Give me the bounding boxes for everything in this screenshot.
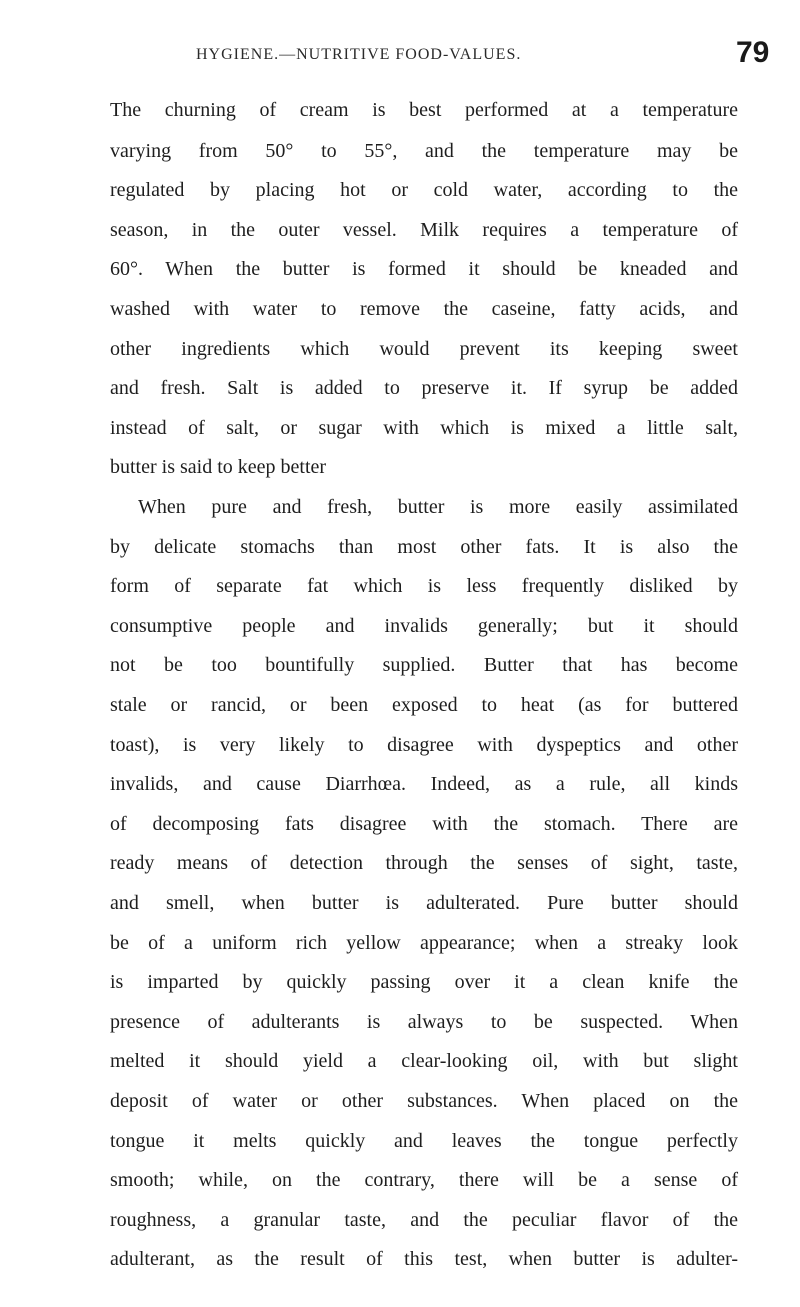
text-line: by delicate stomachs than most other fats. It is also the: [110, 536, 738, 558]
text-line: not be too bountifully supplied. Butter that has become: [110, 654, 738, 676]
text-line: form of separate fat which is less frequently disliked by: [110, 575, 738, 597]
text-line: consumptive people and invalids generally; but it should: [110, 615, 738, 637]
text-line: adulterant, as the result of this test, when butter is adulter-: [110, 1248, 738, 1270]
text-line: washed with water to remove the caseine, fatty acids, and: [110, 298, 738, 320]
text-line: butter is said to keep better: [110, 456, 327, 478]
text-line: regulated by placing hot or cold water, according to the: [110, 179, 738, 201]
text-line: roughness, a granular taste, and the peculiar flavor of the: [110, 1209, 738, 1231]
text-line: season, in the outer vessel. Milk requires a temperature of: [110, 219, 738, 241]
text-line: and fresh. Salt is added to preserve it. If syrup be added: [110, 377, 738, 399]
text-line: presence of adulterants is always to be suspected. When: [110, 1011, 738, 1033]
text-line: stale or rancid, or been exposed to heat (as for buttered: [110, 694, 738, 716]
text-line: is imparted by quickly passing over it a clean knife the: [110, 971, 738, 993]
text-line: ready means of detection through the senses of sight, taste,: [110, 852, 738, 874]
text-line: When pure and fresh, butter is more easily assimilated: [138, 496, 738, 518]
page-number: 79: [736, 36, 770, 69]
text-line: of decomposing fats disagree with the stomach. There are: [110, 813, 738, 835]
text-line: be of a uniform rich yellow appearance; when a streaky look: [110, 932, 738, 954]
text-line: melted it should yield a clear-looking oil, with but slight: [110, 1050, 738, 1072]
text-line: toast), is very likely to disagree with dyspeptics and other: [110, 734, 738, 756]
text-line: deposit of water or other substances. When placed on the: [110, 1090, 738, 1112]
text-line: smooth; while, on the contrary, there will be a sense of: [110, 1169, 738, 1191]
text-line: invalids, and cause Diarrhœa. Indeed, as a rule, all kinds: [110, 773, 738, 795]
text-line: 60°. When the butter is formed it should be kneaded and: [110, 258, 738, 280]
text-line: other ingredients which would prevent its keeping sweet: [110, 338, 738, 360]
text-line: The churning of cream is best performed at a temperature: [110, 99, 738, 121]
text-line: varying from 50° to 55°, and the temperature may be: [110, 140, 738, 162]
text-line: instead of salt, or sugar with which is mixed a little salt,: [110, 417, 738, 439]
text-line: tongue it melts quickly and leaves the tongue perfectly: [110, 1130, 738, 1152]
text-line: and smell, when butter is adulterated. Pure butter should: [110, 892, 738, 914]
running-header: HYGIENE.—NUTRITIVE FOOD-VALUES.: [196, 46, 522, 63]
